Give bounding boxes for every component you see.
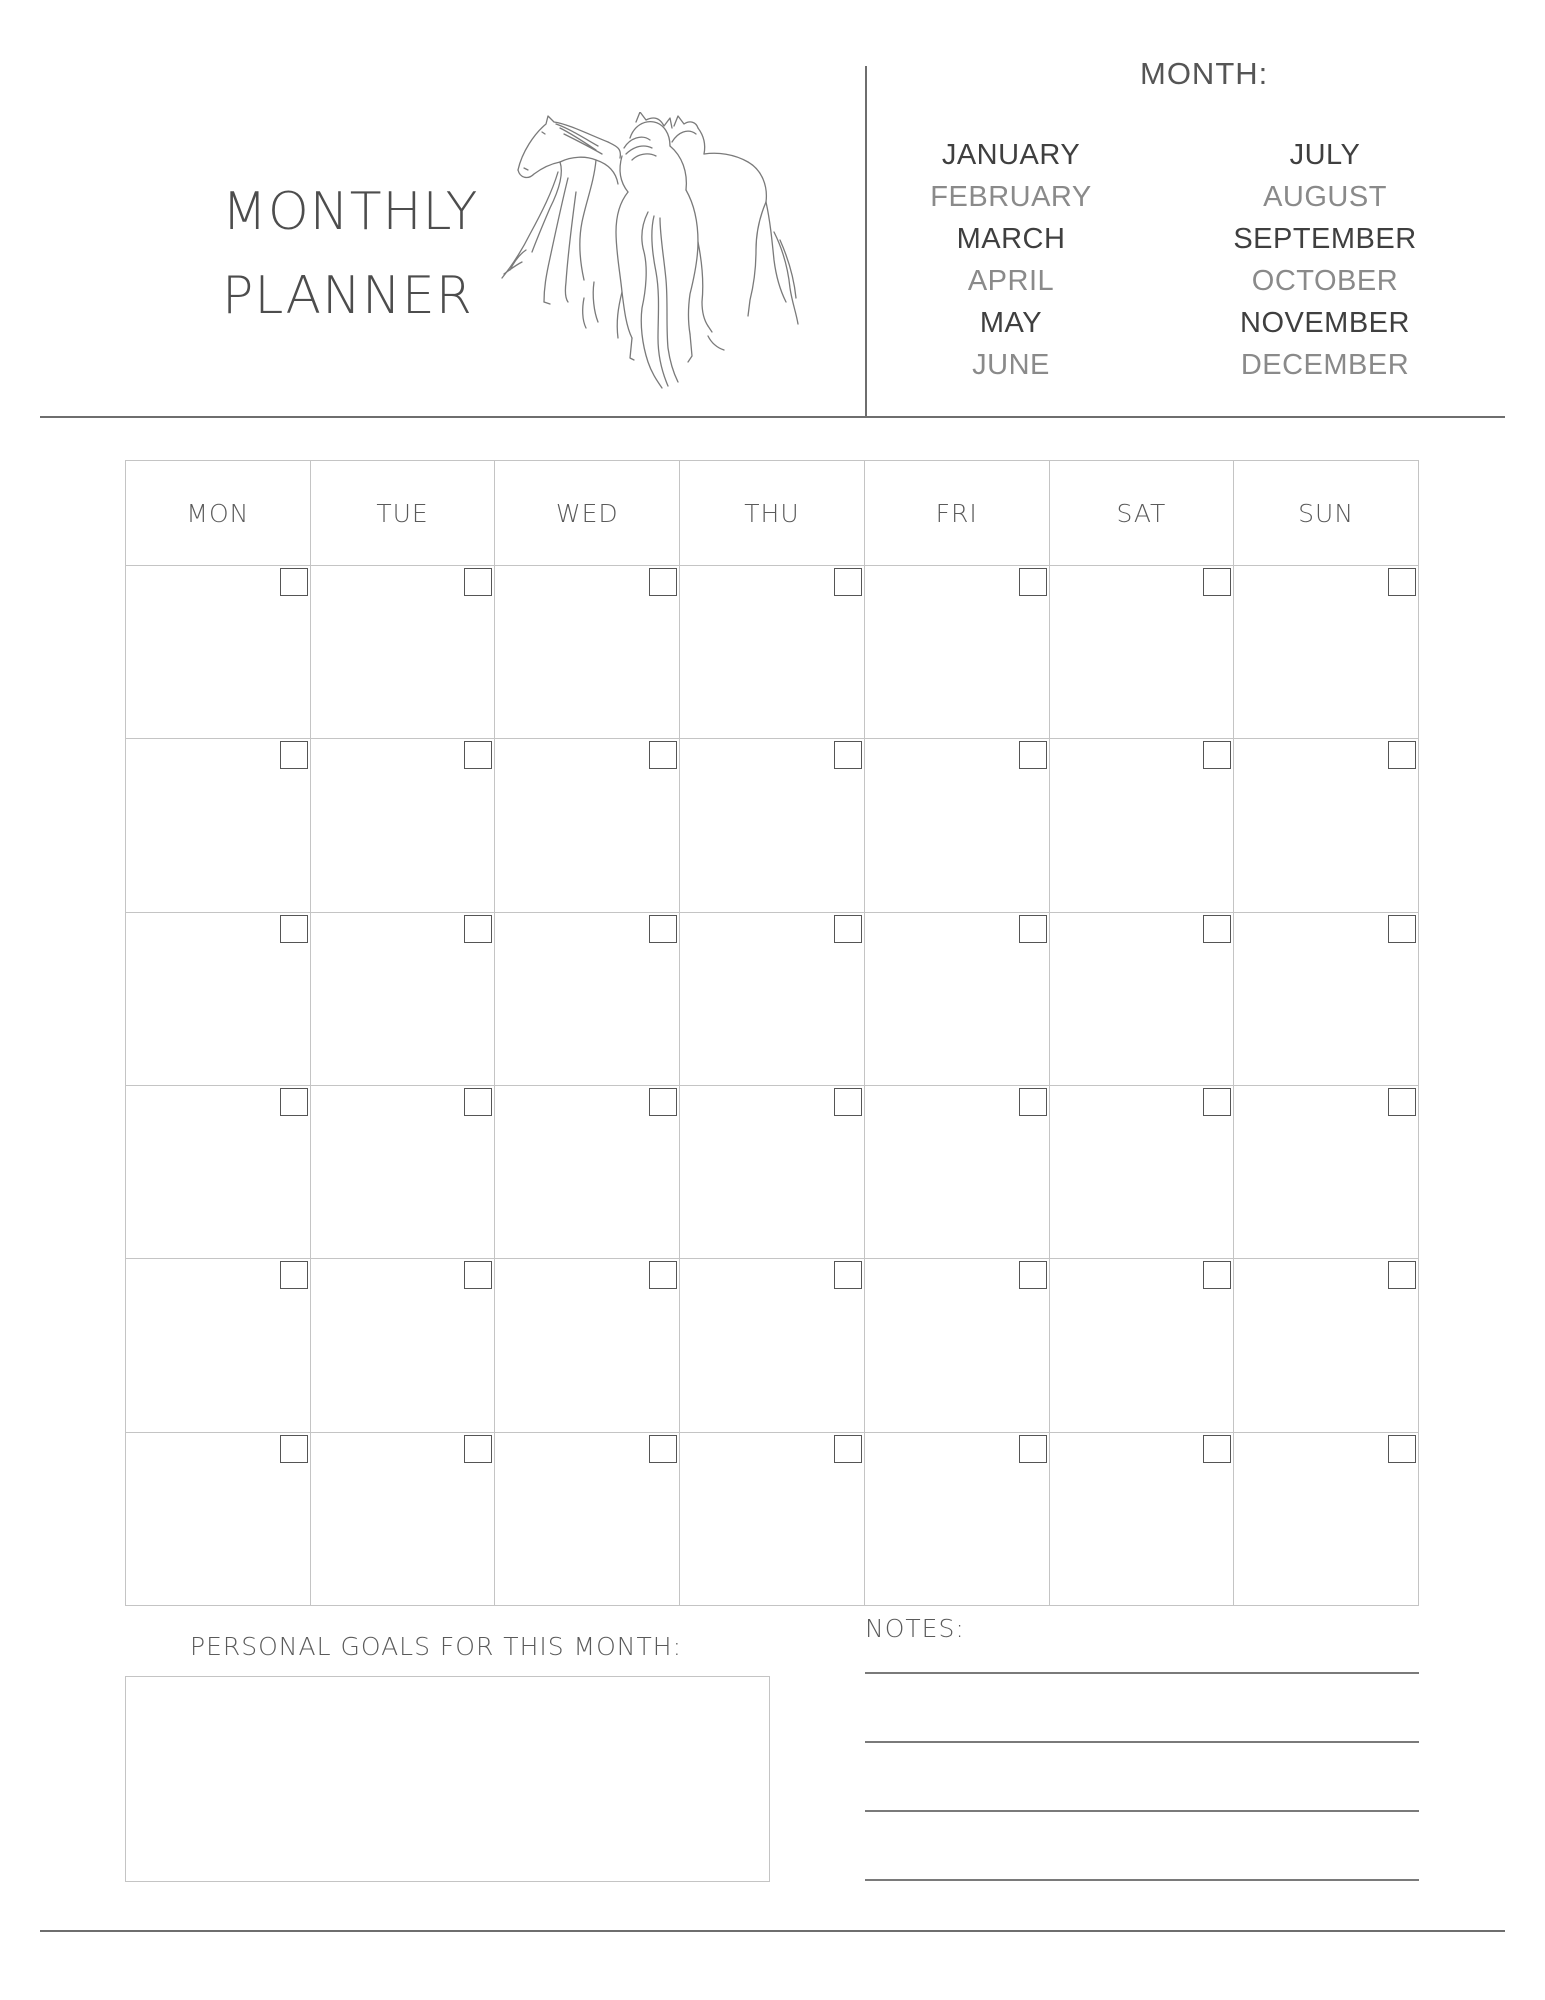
calendar-day-cell[interactable] <box>310 566 495 739</box>
day-number-box[interactable] <box>464 1261 492 1289</box>
calendar-day-cell[interactable] <box>1049 1432 1234 1605</box>
day-number-box[interactable] <box>649 568 677 596</box>
weekday-tue: TUE <box>310 461 495 566</box>
notes-line[interactable] <box>865 1672 1419 1674</box>
day-number-box[interactable] <box>280 741 308 769</box>
calendar-week-row <box>126 1085 1419 1258</box>
calendar-day-cell[interactable] <box>1234 1085 1419 1258</box>
title-line-monthly: MONTHLY <box>222 182 479 242</box>
day-number-box[interactable] <box>834 1261 862 1289</box>
weekday-fri: FRI <box>864 461 1049 566</box>
calendar-day-cell[interactable] <box>864 1085 1049 1258</box>
calendar-day-cell[interactable] <box>126 739 311 912</box>
calendar-day-cell[interactable] <box>310 1259 495 1432</box>
day-number-box[interactable] <box>464 741 492 769</box>
calendar-day-cell[interactable] <box>864 1259 1049 1432</box>
title-line-planner: PLANNER <box>222 266 473 326</box>
day-number-box[interactable] <box>1203 1261 1231 1289</box>
calendar-day-cell[interactable] <box>680 1259 865 1432</box>
day-number-box[interactable] <box>1203 568 1231 596</box>
calendar-day-cell[interactable] <box>126 1085 311 1258</box>
month-list-left <box>862 134 1162 386</box>
day-number-box[interactable] <box>834 915 862 943</box>
day-number-box[interactable] <box>1388 1261 1416 1289</box>
weekday-mon: MON <box>126 461 311 566</box>
calendar-day-cell[interactable] <box>495 739 680 912</box>
month-option-june[interactable]: JUNE <box>972 349 1050 381</box>
month-option-december[interactable]: DECEMBER <box>1240 349 1410 381</box>
calendar-day-cell[interactable] <box>1234 912 1419 1085</box>
calendar-week-row <box>126 739 1419 912</box>
goals-box[interactable] <box>125 1676 770 1882</box>
day-number-box[interactable] <box>649 1435 677 1463</box>
day-number-box[interactable] <box>1019 1261 1047 1289</box>
calendar-week-row <box>126 912 1419 1085</box>
day-number-box[interactable] <box>1019 568 1047 596</box>
day-number-box[interactable] <box>1203 915 1231 943</box>
calendar-day-cell[interactable] <box>495 1432 680 1605</box>
day-number-box[interactable] <box>1203 1435 1231 1463</box>
calendar-day-cell[interactable] <box>680 566 865 739</box>
weekday-wed: WED <box>495 461 680 566</box>
calendar-day-cell[interactable] <box>680 1085 865 1258</box>
month-option-april[interactable]: APRIL <box>967 265 1055 297</box>
day-number-box[interactable] <box>834 568 862 596</box>
day-number-box[interactable] <box>280 1088 308 1116</box>
day-number-box[interactable] <box>1388 1088 1416 1116</box>
day-number-box[interactable] <box>1388 741 1416 769</box>
day-number-box[interactable] <box>1203 741 1231 769</box>
calendar-day-cell[interactable] <box>864 739 1049 912</box>
calendar-day-cell[interactable] <box>680 1432 865 1605</box>
calendar-day-cell[interactable] <box>864 566 1049 739</box>
month-option-september[interactable]: SEPTEMBER <box>1233 223 1417 255</box>
notes-line[interactable] <box>865 1810 1419 1812</box>
calendar-week-row <box>126 566 1419 739</box>
month-option-january[interactable]: JANUARY <box>941 139 1081 171</box>
day-number-box[interactable] <box>834 741 862 769</box>
day-number-box[interactable] <box>1019 915 1047 943</box>
day-number-box[interactable] <box>649 1088 677 1116</box>
calendar-week-row <box>126 1432 1419 1605</box>
calendar-day-cell[interactable] <box>680 912 865 1085</box>
month-option-february[interactable]: FEBRUARY <box>930 181 1092 213</box>
month-list-right <box>1175 134 1475 386</box>
calendar-day-cell[interactable] <box>126 1432 311 1605</box>
day-number-box[interactable] <box>1388 568 1416 596</box>
day-number-box[interactable] <box>464 568 492 596</box>
header-horizontal-rule <box>40 416 1505 418</box>
notes-line[interactable] <box>865 1741 1419 1743</box>
weekday-thu: THU <box>680 461 865 566</box>
calendar-week-row <box>126 1259 1419 1432</box>
calendar-day-cell[interactable] <box>495 912 680 1085</box>
calendar-day-cell[interactable] <box>495 566 680 739</box>
weekday-header-row <box>126 461 1419 566</box>
calendar-day-cell[interactable] <box>310 1085 495 1258</box>
day-number-box[interactable] <box>1019 741 1047 769</box>
month-label: MONTH: <box>1140 56 1269 91</box>
calendar-day-cell[interactable] <box>310 1432 495 1605</box>
day-number-box[interactable] <box>280 568 308 596</box>
calendar-day-cell[interactable] <box>126 566 311 739</box>
day-number-box[interactable] <box>280 1261 308 1289</box>
calendar-day-cell[interactable] <box>1234 566 1419 739</box>
calendar-body <box>126 566 1419 1606</box>
month-option-july[interactable]: JULY <box>1289 139 1361 171</box>
calendar-day-cell[interactable] <box>1234 1432 1419 1605</box>
day-number-box[interactable] <box>464 1088 492 1116</box>
calendar-day-cell[interactable] <box>1049 739 1234 912</box>
calendar-day-cell[interactable] <box>1234 1259 1419 1432</box>
month-option-october[interactable]: OCTOBER <box>1251 265 1399 297</box>
month-option-may[interactable]: MAY <box>979 307 1043 339</box>
day-number-box[interactable] <box>1388 1435 1416 1463</box>
day-number-box[interactable] <box>649 1261 677 1289</box>
calendar-day-cell[interactable] <box>1049 566 1234 739</box>
calendar-day-cell[interactable] <box>864 912 1049 1085</box>
weekday-sat: SAT <box>1049 461 1234 566</box>
calendar-day-cell[interactable] <box>1049 1259 1234 1432</box>
day-number-box[interactable] <box>464 1435 492 1463</box>
day-number-box[interactable] <box>1019 1088 1047 1116</box>
calendar-day-cell[interactable] <box>864 1432 1049 1605</box>
day-number-box[interactable] <box>464 915 492 943</box>
calendar-day-cell[interactable] <box>126 1259 311 1432</box>
month-option-march[interactable]: MARCH <box>956 223 1066 255</box>
day-number-box[interactable] <box>649 741 677 769</box>
day-number-box[interactable] <box>649 915 677 943</box>
goals-label: PERSONAL GOALS FOR THIS MONTH: <box>190 1632 682 1661</box>
day-number-box[interactable] <box>1203 1088 1231 1116</box>
footer-horizontal-rule <box>40 1930 1505 1932</box>
calendar-day-cell[interactable] <box>1234 739 1419 912</box>
day-number-box[interactable] <box>280 1435 308 1463</box>
calendar-day-cell[interactable] <box>495 1259 680 1432</box>
calendar-day-cell[interactable] <box>1049 1085 1234 1258</box>
calendar-day-cell[interactable] <box>1049 912 1234 1085</box>
day-number-box[interactable] <box>280 915 308 943</box>
day-number-box[interactable] <box>834 1088 862 1116</box>
notes-label: NOTES: <box>865 1614 965 1643</box>
calendar-day-cell[interactable] <box>310 739 495 912</box>
day-number-box[interactable] <box>1019 1435 1047 1463</box>
day-number-box[interactable] <box>834 1435 862 1463</box>
calendar-day-cell[interactable] <box>680 739 865 912</box>
calendar-day-cell[interactable] <box>495 1085 680 1258</box>
calendar-day-cell[interactable] <box>126 912 311 1085</box>
horses-line-drawing-icon <box>498 112 843 394</box>
month-option-august[interactable]: AUGUST <box>1263 181 1387 213</box>
calendar-day-cell[interactable] <box>310 912 495 1085</box>
month-option-november[interactable]: NOVEMBER <box>1240 307 1410 339</box>
weekday-sun: SUN <box>1234 461 1419 566</box>
day-number-box[interactable] <box>1388 915 1416 943</box>
notes-line[interactable] <box>865 1879 1419 1881</box>
calendar-grid <box>125 460 1419 1606</box>
